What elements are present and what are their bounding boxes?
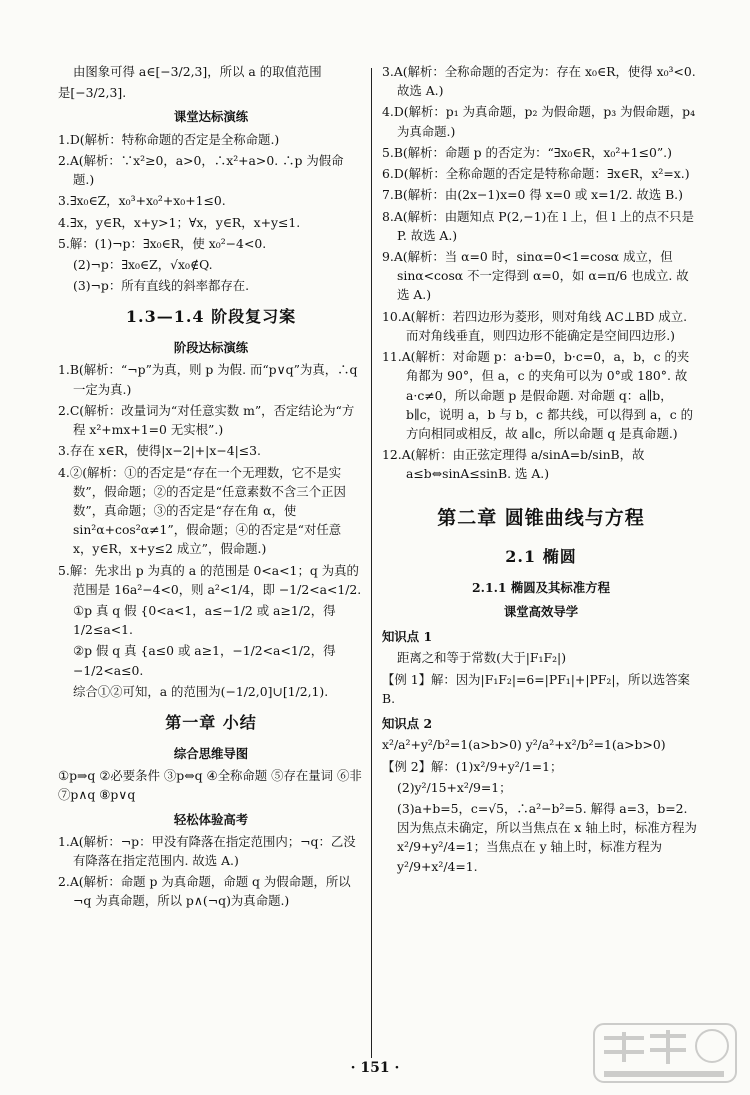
left-line: ②p 假 q 真 {a≤0 或 a≥1，−1/2<a<1/2，得 −1/2<a≤0.: [73, 643, 336, 678]
right-line: 10.A(解析：若四边形为菱形，则对角线 AC⊥BD 成立. 而对角线垂直，则四边形不能确定是空间四边形.): [382, 308, 688, 343]
left-line: 2.A(解析：∵x²≥0，a>0，∴x²+a>0. ∴p 为假命题.): [58, 152, 344, 188]
right-line: 距离之和等于常数(大于|F₁F₂|): [397, 650, 567, 666]
right-line: (3)a+b=5，c=√5，∴a²−b²=5. 解得 a=3，b=2. 因为焦点未确定，所以当焦点在 x 轴上时，标准方程为 x²/9+y²/4=1；当焦点在 y 轴上时，标准方程为 y²/9+x²/4=1.: [397, 801, 697, 874]
right-line: 3.A(解析：全称命题的否定为：存在 x₀∈R，使得 x₀³<0. 故选 A.): [382, 64, 696, 99]
right-line: 12.A(解析：由正弦定理得 a/sinA=b/sinB，故 a≤b⇔sinA≤sinB. 选 A.): [382, 447, 645, 482]
right-line: 8.A(解析：由题知点 P(2,−1)在 l 上，但 l 上的点不只是 P. 故选 A.): [382, 208, 694, 243]
left-line: 1.A(解析：¬p：甲没有降落在指定范围内；¬q：乙没有降落在指定范围内. 故选 A.): [58, 833, 356, 869]
left-line: 1.D(解析：特称命题的否定是全称命题.): [58, 131, 280, 147]
left-line: 4.∃x，y∈R，x+y>1；∀x，y∈R，x+y≤1.: [58, 214, 301, 230]
left-line: 是[−3/2,3].: [58, 85, 127, 101]
left-line: 5.解：先求出 p 为真的 a 的范围是 0<a<1；q 为真的范围是 16a²−4<0，则 a²<1/4，即 −1/2<a<1/2.: [58, 562, 362, 597]
right-line: 6.D(解析：全称命题的否定是特称命题：∃x∈R，x²=x.): [382, 166, 690, 182]
left-line: 2.C(解析：改量词为“对任意实数 m”，否定结论为“方程 x²+mx+1=0 无实根”.): [58, 402, 355, 438]
right-line: 2.1.1 椭圆及其标准方程: [472, 579, 610, 595]
right-line: x²/a²+y²/b²=1(a>b>0) y²/a²+x²/b²=1(a>b>0): [382, 737, 666, 753]
left-line: 2.A(解析：命题 p 为真命题，命题 q 为假命题，所以 ¬q 为真命题，所以 p∧(¬q)为真命题.): [58, 874, 351, 909]
left-line: 5.解：(1)¬p：∃x₀∈R，使 x₀²−4<0.: [58, 235, 267, 251]
right-line: 4.D(解析：p₁ 为真命题，p₂ 为假命题，p₃ 为假命题，p₄ 为真命题.): [382, 104, 696, 139]
right-line: (2)y²/15+x²/9=1；: [397, 779, 512, 795]
right-line: 课堂高效导学: [503, 604, 579, 620]
left-line: 1.B(解析：“¬p”为真，则 p 为假. 而“p∨q”为真，∴q 一定为真.): [58, 362, 358, 397]
right-line: 2.1 椭圆: [505, 547, 577, 567]
right-line: 【例 2】解：(1)x²/9+y²/1=1；: [382, 758, 563, 774]
left-line: 3.存在 x∈R，使得|x−2|+|x−4|≤3.: [58, 443, 261, 459]
watermark-logo: [590, 1018, 740, 1088]
left-line: 第一章 小结: [165, 713, 257, 733]
left-line: 1.3—1.4 阶段复习案: [125, 307, 297, 327]
right-line: 【例 1】解：因为|F₁F₂|=6=|PF₁|+|PF₂|，所以选答案 B.: [382, 671, 690, 706]
left-line: 4.②(解析：①的否定是“存在一个无理数，它不是实数”，假命题；②的否定是“任意素数不含三个正因数”，真命题；③的否定是“存在角 α，使 sin²α+cos²α≠1”，假命题；④的否定是“对任意 x，y∈R，x+y≤2 成立”，假命题.): [58, 464, 346, 557]
right-line: 知识点 2: [382, 716, 433, 732]
right-line: 知识点 1: [382, 629, 433, 645]
right-column: [382, 62, 700, 878]
left-line: 阶段达标演练: [173, 340, 249, 356]
left-line: (3)¬p：所有直线的斜率都存在.: [73, 278, 250, 294]
right-line: 7.B(解析：由(2x−1)x=0 得 x=0 或 x=1/2. 故选 B.): [382, 187, 683, 203]
left-line: ①p⇒q ②必要条件 ③p⇔q ④全称命题 ⑤存在量词 ⑥非 ⑦p∧q ⑧p∨q: [58, 768, 362, 803]
page-number: · 151 ·: [350, 1060, 400, 1076]
left-line: 由图象可得 a∈[−3/2,3]，所以 a 的取值范围: [73, 64, 322, 79]
left-column: [58, 62, 364, 913]
left-line: 综合①②可知，a 的范围为(−1/2,0]∪[1/2,1).: [73, 683, 329, 699]
left-line: 3.∃x₀∈Z，x₀³+x₀²+x₀+1≤0.: [58, 193, 226, 209]
left-line: 轻松体验高考: [173, 811, 249, 827]
left-line: (2)¬p：∃x₀∈Z，√x₀∉Q.: [73, 256, 213, 272]
right-line: 5.B(解析：命题 p 的否定为：“∃x₀∈R，x₀²+1≤0”.): [382, 144, 672, 160]
column-divider: [371, 68, 372, 1058]
right-line: 9.A(解析：当 α=0 时，sinα=0<1=cosα 成立，但 sinα<cosα 不一定得到 α=0，如 α=π/6 也成立. 故选 A.): [382, 248, 689, 303]
right-line: 第二章 圆锥曲线与方程: [437, 506, 645, 529]
left-line: ①p 真 q 假 {0<a<1，a≤−1/2 或 a≥1/2，得 1/2≤a<1.: [73, 603, 336, 638]
left-line: 综合思维导图: [173, 745, 249, 761]
right-line: 11.A(解析：对命题 p：a·b=0，b·c=0，a，b，c 的夹角都为 90°，但 a，c 的夹角可以为 0°或 180°. 故 a·c≠0，所以命题 p 是假命题. 对命题 q：a∥b，b∥c，说明 a，b 与 b，c 都共线，可以得到 a，c 的方向相同或相反，故 a∥c，所以命题 q 是真命题.): [382, 349, 693, 441]
left-line: 课堂达标演练: [173, 109, 249, 125]
